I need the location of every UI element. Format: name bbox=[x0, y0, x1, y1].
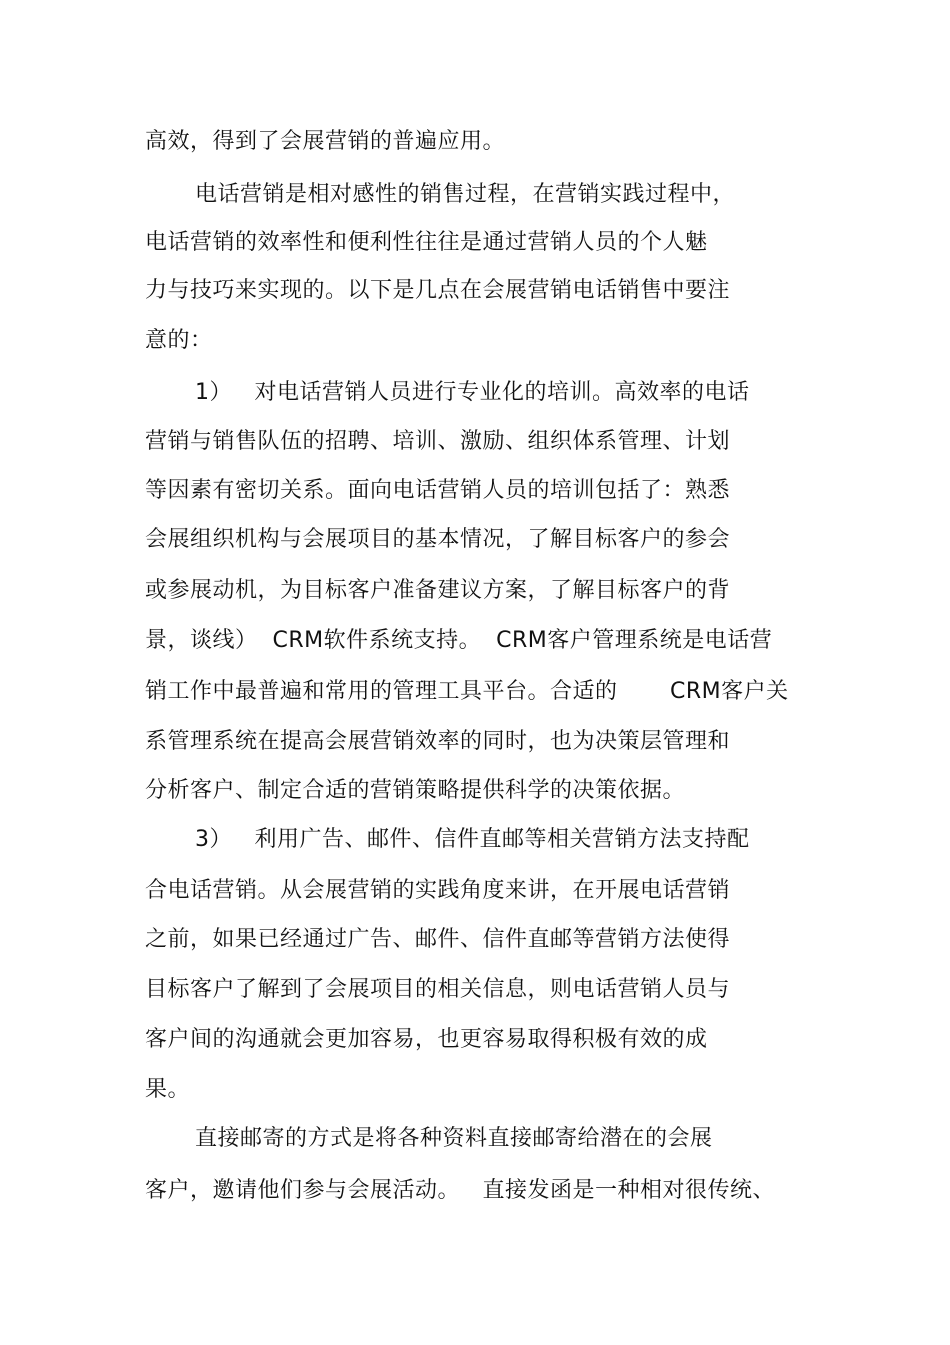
text-line: 等因素有密切关系。面向电话营销人员的培训包括了：熟悉 bbox=[145, 478, 731, 503]
text-line: 营销与销售队伍的招聘、培训、激励、组织体系管理、计划 bbox=[145, 429, 731, 454]
text-line: 销工作中最普遍和常用的管理工具平台。合适的 CRM客户关 bbox=[145, 679, 789, 704]
text-line: 意的： bbox=[145, 328, 213, 353]
text-line: 合电话营销。从会展营销的实践角度来讲，在开展电话营销 bbox=[145, 878, 731, 903]
text-line: 分析客户、制定合适的营销策略提供科学的决策依据。 bbox=[145, 778, 686, 803]
text-line: 会展组织机构与会展项目的基本情况，了解目标客户的参会 bbox=[145, 527, 731, 552]
text-line: 之前，如果已经通过广告、邮件、信件直邮等营销方法使得 bbox=[145, 927, 731, 952]
text-line: 果。 bbox=[145, 1077, 191, 1102]
text-line: 景，谈线） CRM软件系统支持。 CRM客户管理系统是电话营 bbox=[145, 628, 773, 653]
text-line: 或参展动机，为目标客户准备建议方案，了解目标客户的背 bbox=[145, 578, 731, 603]
text-line: 客户间的沟通就会更加容易，也更容易取得积极有效的成 bbox=[145, 1027, 708, 1052]
text-line: 力与技巧来实现的。以下是几点在会展营销电话销售中要注 bbox=[145, 278, 731, 303]
text-line: 目标客户了解到了会展项目的相关信息，则电话营销人员与 bbox=[145, 977, 731, 1002]
text-line: 3） 利用广告、邮件、信件直邮等相关营销方法支持配 bbox=[195, 827, 750, 852]
text-line: 高效，得到了会展营销的普遍应用。 bbox=[145, 129, 506, 154]
text-line: 客户，邀请他们参与会展活动。 直接发函是一种相对很传统、 bbox=[145, 1178, 775, 1203]
text-line: 电话营销是相对感性的销售过程，在营销实践过程中， bbox=[195, 182, 736, 207]
text-line: 系管理系统在提高会展营销效率的同时，也为决策层管理和 bbox=[145, 729, 731, 754]
text-line: 直接邮寄的方式是将各种资料直接邮寄给潜在的会展 bbox=[195, 1126, 713, 1151]
text-line: 电话营销的效率性和便利性往往是通过营销人员的个人魅 bbox=[145, 230, 708, 255]
text-line: 1） 对电话营销人员进行专业化的培训。高效率的电话 bbox=[195, 380, 750, 405]
